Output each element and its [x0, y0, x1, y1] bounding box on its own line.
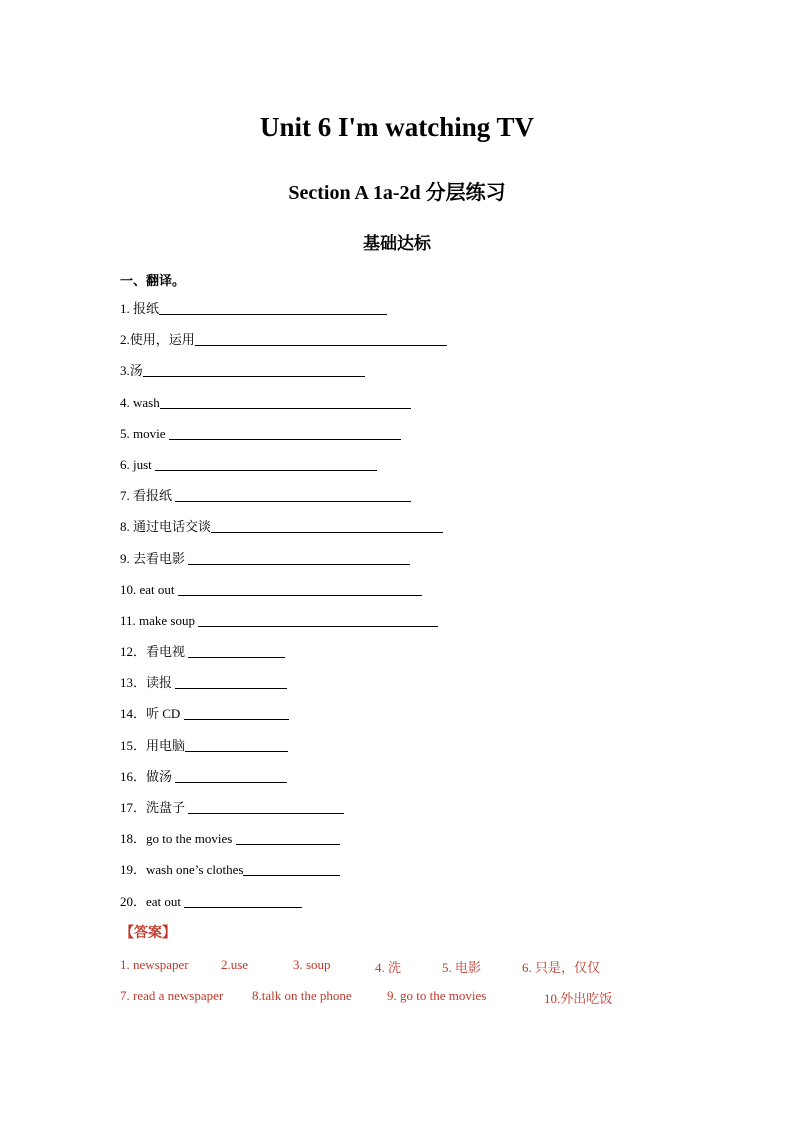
- answer-item: 3. soup: [293, 957, 331, 972]
- answer-blank: [178, 581, 422, 596]
- answer-blank: [175, 674, 287, 689]
- exercise-item: 10. eat out: [120, 578, 447, 609]
- exercise-item: 9. 去看电影: [120, 547, 447, 578]
- exercise-item: 7. 看报纸: [120, 484, 447, 515]
- section-title: Section A 1a-2d 分层练习: [288, 182, 506, 204]
- exercise-item: 8. 通过电话交谈: [120, 515, 447, 546]
- answer-blank: [184, 705, 289, 720]
- answer-blank: [160, 394, 411, 409]
- exercise-item: 2.使用，运用: [120, 328, 447, 359]
- answer-item: 10.外出吃饭: [544, 991, 613, 1006]
- exercise-item: 6. just: [120, 453, 447, 484]
- exercise-item: 5. movie: [120, 422, 447, 453]
- answer-blank: [188, 643, 285, 658]
- answer-blank: [143, 362, 365, 377]
- answer-blank: [175, 487, 411, 502]
- answer-item: 2.use: [221, 957, 249, 972]
- answer-blank: [155, 456, 377, 471]
- level-title: 基础达标: [363, 234, 431, 253]
- answer-blank: [188, 799, 344, 814]
- answer-item: 1. newspaper: [120, 957, 189, 972]
- answer-item: 8.talk on the phone: [252, 988, 352, 1003]
- exercise-heading: 一、翻译。: [120, 274, 186, 289]
- answer-blank: [198, 612, 438, 627]
- exercise-item: 3.汤: [120, 359, 447, 390]
- exercise-item: 12．看电视: [120, 640, 447, 671]
- answer-blank: [175, 768, 287, 783]
- answer-blank: [184, 893, 302, 908]
- answer-blank: [236, 830, 340, 845]
- answer-blank: [159, 300, 387, 315]
- exercise-item: 13．读报: [120, 671, 447, 702]
- answer-blank: [211, 518, 443, 533]
- exercise-item: 19．wash one’s clothes: [120, 858, 447, 889]
- answer-item: 4. 洗: [375, 960, 402, 975]
- exercise-item: 18．go to the movies: [120, 827, 447, 858]
- answer-blank: [169, 425, 401, 440]
- exercise-item: 16．做汤: [120, 765, 447, 796]
- exercise-item: 11. make soup: [120, 609, 447, 640]
- exercise-item: 4. wash: [120, 391, 447, 422]
- exercise-item: 20．eat out: [120, 890, 447, 921]
- exercise-item: 14．听 CD: [120, 702, 447, 733]
- answer-key-title: 【答案】: [120, 925, 176, 941]
- unit-title: Unit 6 I'm watching TV: [259, 112, 535, 142]
- answer-item: 9. go to the movies: [387, 988, 487, 1003]
- answer-item: 6. 只是，仅仅: [522, 960, 601, 975]
- exercise-list: [120, 297, 447, 921]
- answer-blank: [195, 331, 447, 346]
- answer-item: 7. read a newspaper: [120, 988, 224, 1003]
- answer-blank: [243, 861, 340, 876]
- answer-blank: [188, 550, 410, 565]
- answer-blank: [185, 737, 288, 752]
- answer-item: 5. 电影: [442, 960, 482, 975]
- exercise-item: 15．用电脑: [120, 734, 447, 765]
- exercise-item: 1. 报纸: [120, 297, 447, 328]
- exercise-item: 17．洗盘子: [120, 796, 447, 827]
